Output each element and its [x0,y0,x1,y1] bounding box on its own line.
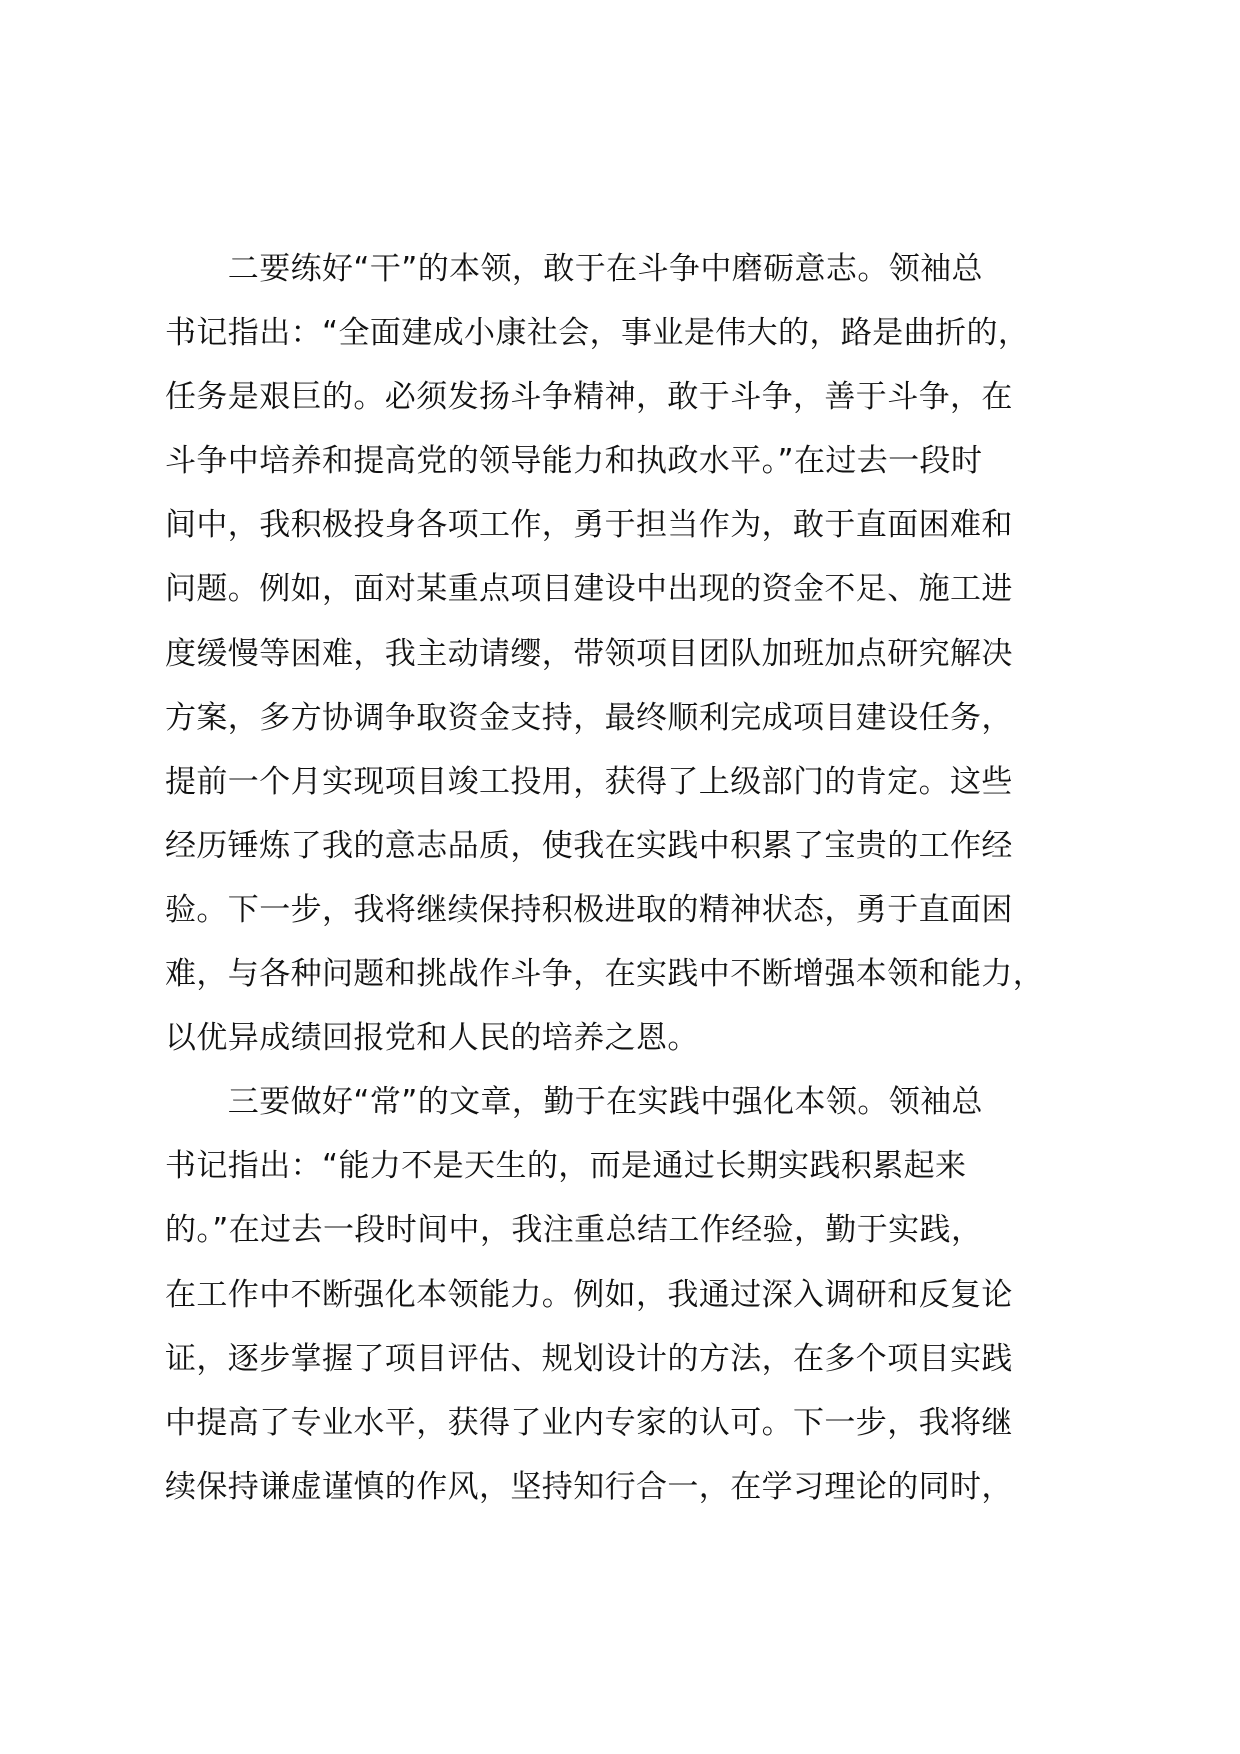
paragraph-3-line-7: 续保持谦虚谨慎的作风，坚持知行合一，在学习理论的同时， [165,1468,1013,1505]
paragraph-2-line-3: 任务是艰巨的。必须发扬斗争精神，敢于斗争，善于斗争，在 [165,379,1013,416]
paragraph-2-line-12: 难，与各种问题和挑战作斗争，在实践中不断增强本领和能力， [165,956,1045,993]
paragraph-3-line-6: 中提高了专业水平，获得了业内专家的认可。下一步，我将继 [165,1404,1013,1441]
paragraph-2-line-11: 验。下一步，我将继续保持积极进取的精神状态，勇于直面困 [165,891,1013,928]
paragraph-2-line-9: 提前一个月实现项目竣工投用，获得了上级部门的肯定。这些 [165,763,1013,800]
paragraph-3-line-5: 证，逐步掌握了项目评估、规划设计的方法，在多个项目实践 [165,1340,1013,1377]
paragraph-2-line-10: 经历锤炼了我的意志品质，使我在实践中积累了宝贵的工作经 [165,827,1013,864]
paragraph-2-line-7: 度缓慢等困难，我主动请缨，带领项目团队加班加点研究解决 [165,635,1013,672]
paragraph-3-line-3: 的。”在过去一段时间中，我注重总结工作经验，勤于实践， [165,1212,983,1249]
document-body [165,237,1125,1519]
paragraph-2-line-8: 方案，多方协调争取资金支持，最终顺利完成项目建设任务， [165,699,1013,736]
paragraph-2-line-4: 斗争中培养和提高党的领导能力和执政水平。”在过去一段时 [165,443,983,480]
paragraph-2-line-1: 二要练好“干”的本领，敢于在斗争中磨砺意志。领袖总 [165,251,983,287]
paragraph-3-line-4: 在工作中不断强化本领能力。例如，我通过深入调研和反复论 [165,1276,1013,1313]
paragraph-2-line-13: 以优异成绩回报党和人民的培养之恩。 [165,1020,699,1057]
paragraph-2-line-5: 间中，我积极投身各项工作，勇于担当作为，敢于直面困难和 [165,507,1013,544]
paragraph-3-line-2: 书记指出：“能力不是天生的，而是通过长期实践积累起来 [165,1148,967,1185]
paragraph-2-line-2: 书记指出：“全面建成小康社会，事业是伟大的，路是曲折的， [165,315,1030,352]
paragraph-2-line-6: 问题。例如，面对某重点项目建设中出现的资金不足、施工进 [165,571,1013,608]
paragraph-3-line-1: 三要做好“常”的文章，勤于在实践中强化本领。领袖总 [165,1084,983,1121]
